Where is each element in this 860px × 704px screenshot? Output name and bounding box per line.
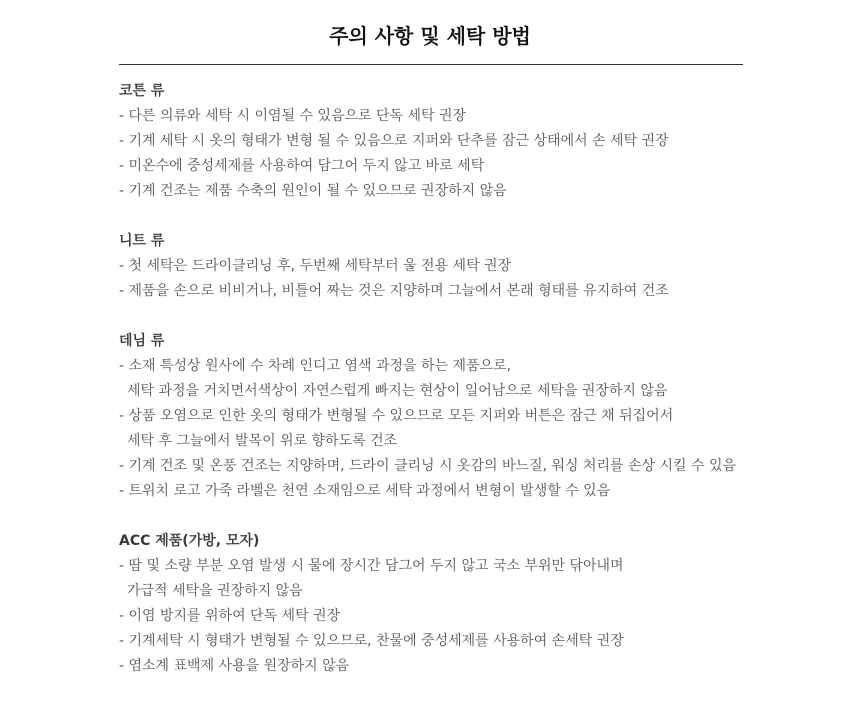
care-line: - 제품을 손으로 비비거나, 비틀어 짜는 것은 지양하며 그늘에서 본래 형태를 유지하여 건조 — [119, 283, 669, 299]
page-title: 주의 사항 및 세탁 방법 — [329, 24, 531, 48]
care-line: - 소재 특성상 원사에 수 차례 인디고 염색 과정을 하는 제품으로, — [119, 358, 512, 374]
section-heading: ACC 제품(가방, 모자) — [119, 533, 260, 549]
care-line: - 염소계 표백제 사용을 원장하지 않음 — [119, 658, 350, 674]
section-denim — [119, 329, 759, 504]
care-line: - 이염 방지를 위하여 단독 세탁 권장 — [119, 608, 341, 624]
care-line-continuation: 가급적 세탁을 권장하지 않음 — [127, 583, 303, 599]
care-line: - 기계 세탁 시 옷의 형태가 변형 될 수 있음으로 지퍼와 단추를 잠근 상태에서 손 세탁 권장 — [119, 133, 669, 149]
content-body — [119, 79, 759, 704]
section-heading: 니트 류 — [119, 233, 165, 249]
section-cotton — [119, 79, 759, 204]
care-line: - 상품 오염으로 인한 옷의 형태가 변형될 수 있으므로 모든 지퍼와 버튼은 잠근 채 뒤집어서 — [119, 408, 674, 424]
care-line: - 기계 건조 및 온풍 건조는 지양하며, 드라이 클리닝 시 옷감의 바느질, 워싱 처리를 손상 시킬 수 있음 — [119, 458, 737, 474]
care-line: - 땀 및 소량 부분 오염 발생 시 물에 장시간 담그어 두지 않고 국소 부위만 닦아내며 — [119, 558, 624, 574]
care-line: - 미온수에 중성세제를 사용하여 담그어 두지 않고 바로 세탁 — [119, 158, 485, 174]
care-line: - 첫 세탁은 드라이클리닝 후, 두번째 세탁부터 울 전용 세탁 권장 — [119, 258, 512, 274]
care-line: - 다른 의류와 세탁 시 이염될 수 있음으로 단독 세탁 권장 — [119, 108, 467, 124]
care-line: - 기계 건조는 제품 수축의 원인이 될 수 있으므로 권장하지 않음 — [119, 183, 507, 199]
title-divider — [119, 64, 743, 65]
section-knit — [119, 229, 759, 304]
section-acc — [119, 529, 759, 679]
section-heading: 데님 류 — [119, 333, 165, 349]
care-line: - 트위치 로고 가죽 라벨은 천연 소재임으로 세탁 과정에서 변형이 발생할 수 있음 — [119, 483, 611, 499]
care-line-continuation: 세탁 후 그늘에서 발목이 위로 향하도록 건조 — [127, 433, 398, 449]
care-line: - 기계세탁 시 형태가 변형될 수 있으므로, 찬물에 중성세제를 사용하여 손세탁 권장 — [119, 633, 624, 649]
section-heading: 코튼 류 — [119, 83, 165, 99]
care-line-continuation: 세탁 과정을 거치면서색상이 자연스럽게 빠지는 현상이 일어남으로 세탁을 권장하지 않음 — [127, 383, 668, 399]
